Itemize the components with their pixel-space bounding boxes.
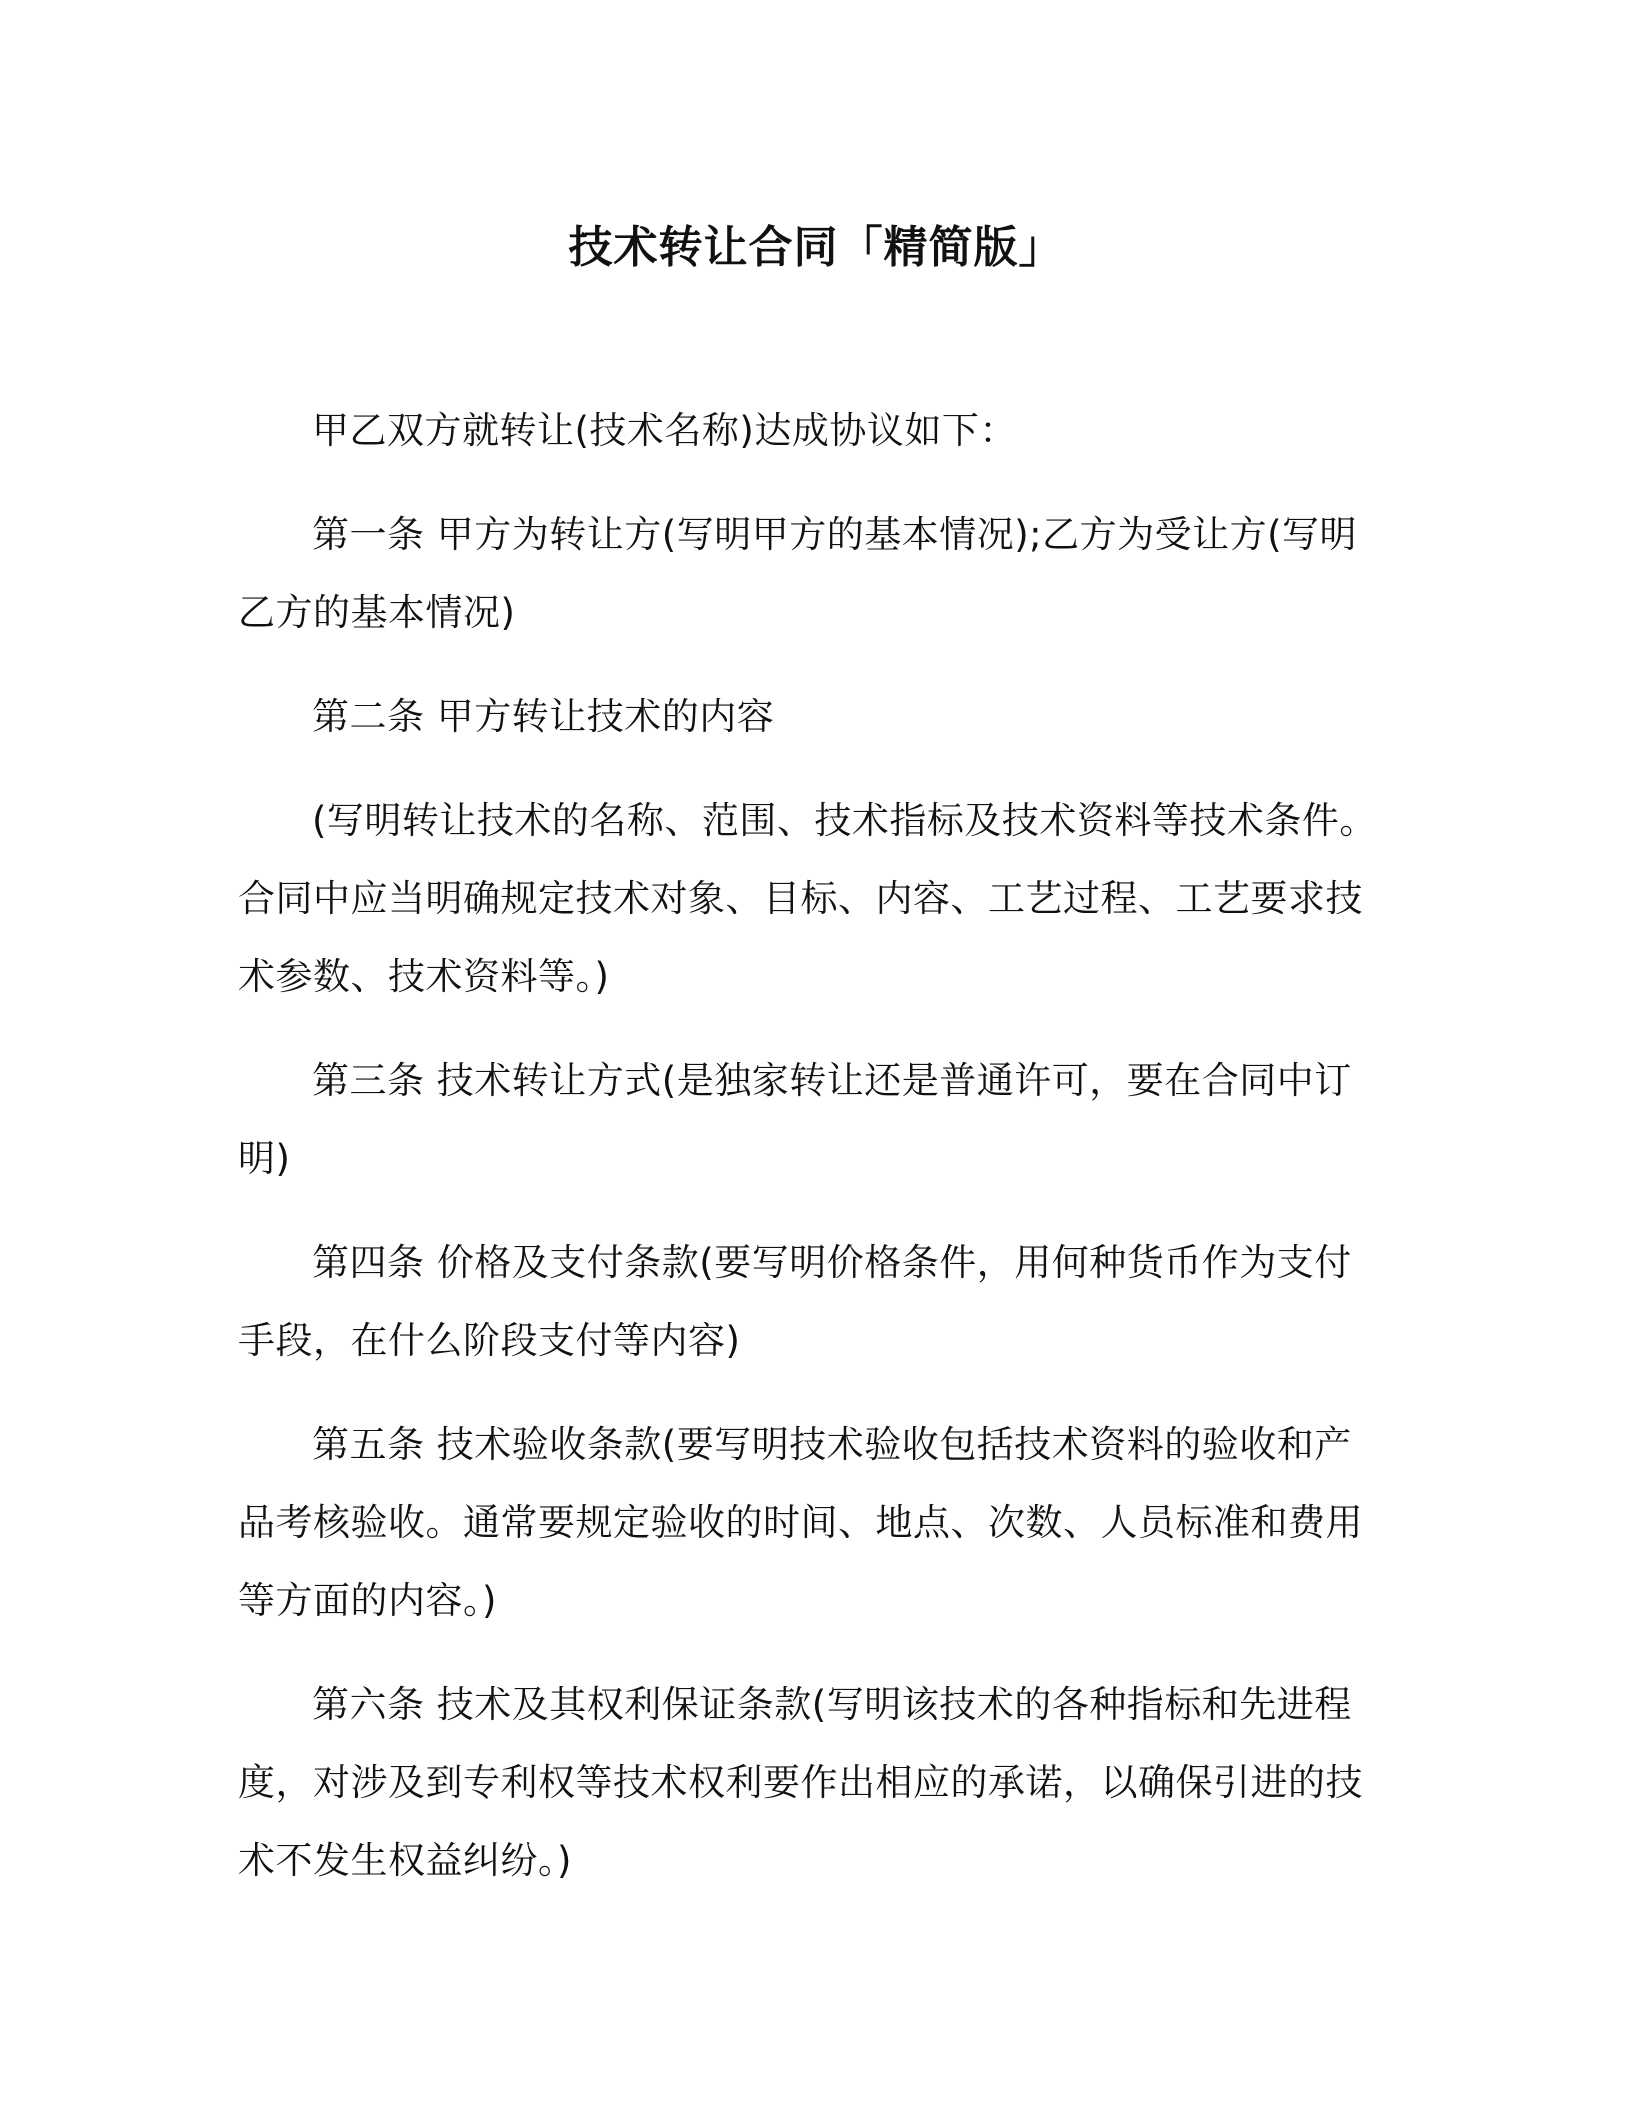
- intro-paragraph: 甲乙双方就转让(技术名称)达成协议如下：: [312, 409, 1017, 452]
- document-body: [238, 392, 1388, 1926]
- article-2-paragraph: 第二条 甲方转让技术的内容: [312, 695, 775, 738]
- document-title: 技术转让合同「精简版」: [568, 222, 1064, 273]
- article-3-paragraph: 第三条 技术转让方式(是独家转让还是普通许可，要在合同中订明): [238, 1059, 1352, 1180]
- article-6-paragraph: 第六条 技术及其权利保证条款(写明该技术的各种指标和先进程度，对涉及到专利权等技术权利要作出相应的承诺，以确保引进的技术不发生权益纠纷。): [238, 1683, 1363, 1882]
- article-2-detail-paragraph: (写明转让技术的名称、范围、技术指标及技术资料等技术条件。合同中应当明确规定技术对象、目标、内容、工艺过程、工艺要求技术参数、技术资料等。): [238, 799, 1377, 998]
- article-1-paragraph: 第一条 甲方为转让方(写明甲方的基本情况);乙方为受让方(写明乙方的基本情况): [238, 513, 1358, 634]
- article-5-paragraph: 第五条 技术验收条款(要写明技术验收包括技术资料的验收和产品考核验收。通常要规定验收的时间、地点、次数、人员标准和费用等方面的内容。): [238, 1423, 1363, 1622]
- article-4-paragraph: 第四条 价格及支付条款(要写明价格条件，用何种货币作为支付手段，在什么阶段支付等内容): [238, 1241, 1352, 1362]
